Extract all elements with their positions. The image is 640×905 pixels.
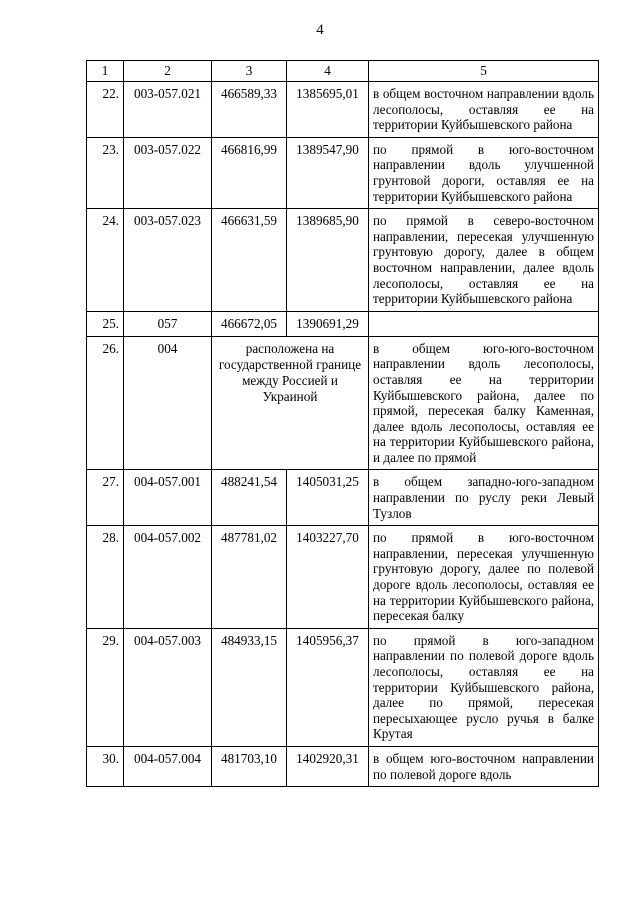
row-number: 28. (87, 526, 124, 629)
row-number: 27. (87, 470, 124, 526)
boundary-points-table (86, 60, 599, 787)
row-number: 29. (87, 628, 124, 746)
point-code: 003-057.022 (124, 137, 212, 208)
table-row (87, 746, 599, 786)
column-header: 4 (287, 61, 369, 82)
coord-y: 1389547,90 (287, 137, 369, 208)
boundary-description: в общем западно-юго-западном направлении по руслу реки Левый Тузлов (369, 470, 599, 526)
row-number: 30. (87, 746, 124, 786)
column-header: 2 (124, 61, 212, 82)
row-number: 22. (87, 82, 124, 138)
coord-y: 1389685,90 (287, 209, 369, 312)
boundary-description: в общем восточном направлении вдоль лесополосы, оставляя ее на территории Куйбышевского района (369, 82, 599, 138)
table-header-row (87, 61, 599, 82)
row-number: 25. (87, 311, 124, 336)
row-number: 26. (87, 336, 124, 470)
boundary-description: в общем юго-восточном направлении по полевой дороге вдоль (369, 746, 599, 786)
point-code: 057 (124, 311, 212, 336)
row-number: 23. (87, 137, 124, 208)
point-code: 004 (124, 336, 212, 470)
boundary-description: по прямой в юго-западном направлении по полевой дороге вдоль лесополосы, оставляя ее на территории Куйбышевского района, далее по прямой, пересекая пересыхающее русло ручья в балке Крутая (369, 628, 599, 746)
point-code: 004-057.001 (124, 470, 212, 526)
boundary-description (369, 311, 599, 336)
boundary-description: по прямой в юго-восточном направлении, пересекая улучшенную грунтовую дорогу, далее по полевой дороге вдоль лесополосы, оставляя ее на территории Куйбышевского района, пересекая балку (369, 526, 599, 629)
coord-x: 484933,15 (212, 628, 287, 746)
coord-x: 481703,10 (212, 746, 287, 786)
column-header: 1 (87, 61, 124, 82)
column-header: 5 (369, 61, 599, 82)
table-row (87, 336, 599, 470)
point-code: 004-057.002 (124, 526, 212, 629)
point-code: 003-057.023 (124, 209, 212, 312)
coord-x: 488241,54 (212, 470, 287, 526)
coord-y: 1390691,29 (287, 311, 369, 336)
coord-x: 466589,33 (212, 82, 287, 138)
coord-y: 1405956,37 (287, 628, 369, 746)
boundary-description: по прямой в северо-восточном направлении, пересекая улучшенную грунтовую дорогу, далее в общем восточном направлении, далее вдоль лесополосы, оставляя ее на территории Куйбышевского района (369, 209, 599, 312)
table-row (87, 82, 599, 138)
merged-location-note: расположена на государственной границе между Россией и Украиной (212, 336, 369, 470)
coord-y: 1385695,01 (287, 82, 369, 138)
coord-y: 1405031,25 (287, 470, 369, 526)
coord-y: 1403227,70 (287, 526, 369, 629)
table-row (87, 209, 599, 312)
table-row (87, 137, 599, 208)
column-header: 3 (212, 61, 287, 82)
coord-x: 466816,99 (212, 137, 287, 208)
coord-y: 1402920,31 (287, 746, 369, 786)
row-number: 24. (87, 209, 124, 312)
table-row (87, 470, 599, 526)
page-number: 4 (316, 22, 324, 38)
boundary-description: в общем юго-юго-восточном направлении вдоль лесополосы, оставляя ее на территории Куйбышевского района, далее по прямой, пересекая балку Каменная, далее вдоль лесополосы, оставляя ее на территории Куйбышевского района, и далее по прямой (369, 336, 599, 470)
boundary-description: по прямой в юго-восточном направлении вдоль улучшенной грунтовой дороги, оставляя ее на территории Куйбышевского района (369, 137, 599, 208)
table-row (87, 628, 599, 746)
point-code: 004-057.003 (124, 628, 212, 746)
point-code: 004-057.004 (124, 746, 212, 786)
coord-x: 466631,59 (212, 209, 287, 312)
table-row (87, 526, 599, 629)
point-code: 003-057.021 (124, 82, 212, 138)
coord-x: 487781,02 (212, 526, 287, 629)
table-row (87, 311, 599, 336)
coord-x: 466672,05 (212, 311, 287, 336)
